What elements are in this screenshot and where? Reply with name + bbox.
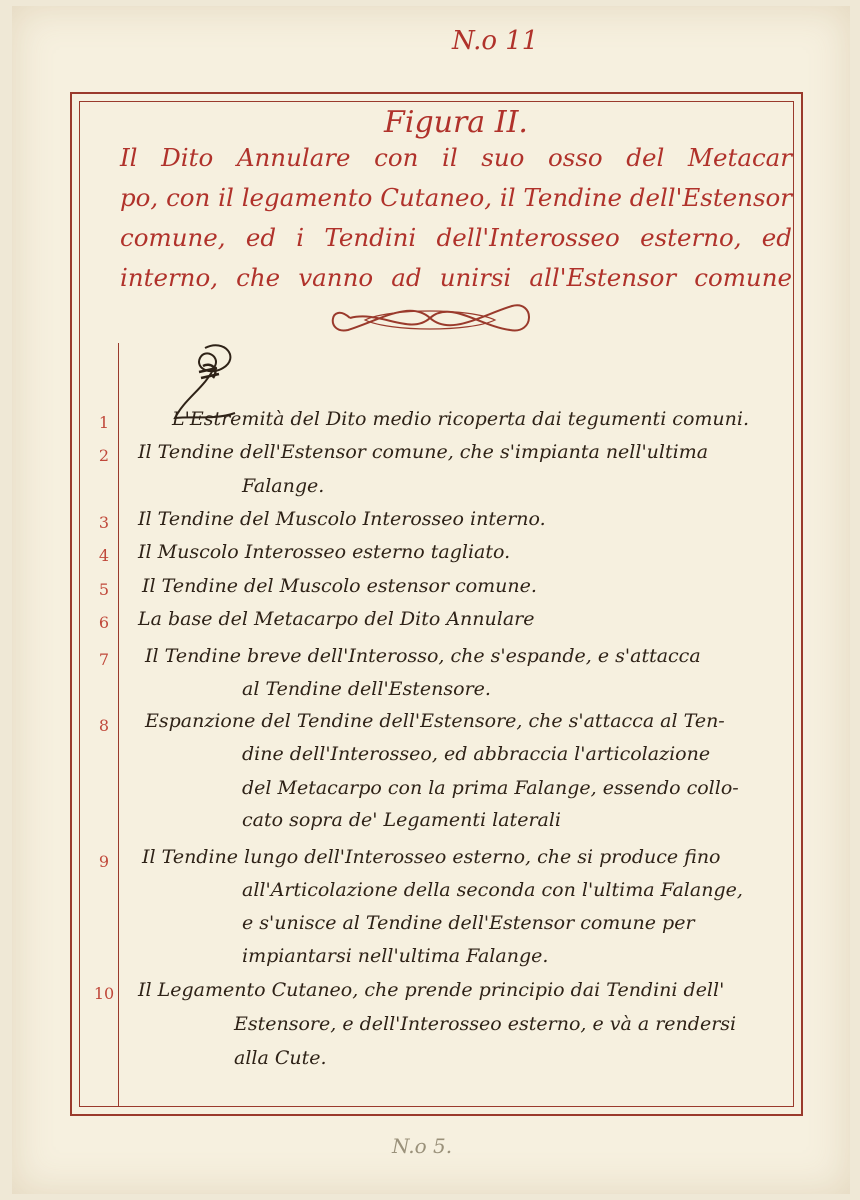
legend-number: 2 [98, 446, 110, 465]
legend-text: Espanzione del Tendine dell'Estensore, che s'attacca al Ten- [145, 710, 725, 732]
legend-text: cato sopra de' Legamenti laterali [242, 809, 562, 831]
flourish-ornament [320, 290, 540, 346]
legend-number: 4 [98, 546, 110, 565]
legend-text: alla Cute. [234, 1047, 327, 1069]
figure-title: Figura II. [384, 105, 528, 140]
caption-line: comune, ed i Tendini dell'Interosseo esterno, ed [120, 223, 792, 252]
legend-number: 6 [98, 613, 110, 632]
legend-text: impiantarsi nell'ultima Falange. [242, 945, 549, 967]
footer-number: N.o 5. [392, 1134, 453, 1158]
figure-caption [120, 138, 792, 298]
legend-text: Il Tendine dell'Estensor comune, che s'impianta nell'ultima [138, 441, 709, 463]
legend-text: Estensore, e dell'Interosseo esterno, e và a rendersi [234, 1013, 737, 1035]
caption-line: interno, che vanno ad unirsi all'Estensor comune [120, 263, 792, 292]
caption-line: po, con il legamento Cutaneo, il Tendine dell'Estensor [120, 183, 792, 212]
legend-text: Il Muscolo Interosseo esterno tagliato. [138, 541, 511, 563]
legend-text: Il Tendine del Muscolo Interosseo interno. [138, 508, 546, 530]
caption-line: Il Dito Annulare con il suo osso del Metacar [120, 143, 792, 172]
legend-text: L'Estremità del Dito medio ricoperta dai tegumenti comuni. [172, 408, 749, 430]
legend-text: La base del Metacarpo del Dito Annulare [138, 608, 535, 630]
legend-text: e s'unisce al Tendine dell'Estensor comune per [242, 912, 695, 934]
legend-number: 10 [93, 984, 115, 1003]
legend-text: Falange. [242, 475, 325, 497]
legend-number: 8 [98, 716, 110, 735]
legend-text: dine dell'Interosseo, ed abbraccia l'articolazione [242, 743, 711, 765]
legend-number: 3 [98, 513, 110, 532]
legend-text: al Tendine dell'Estensore. [242, 678, 491, 700]
legend-number: 9 [98, 852, 110, 871]
legend-text: Il Tendine breve dell'Interosso, che s'espande, e s'attacca [145, 645, 701, 667]
legend-number: 1 [98, 413, 110, 432]
legend-text: all'Articolazione della seconda con l'ultima Falange, [242, 879, 743, 901]
legend-text: Il Legamento Cutaneo, che prende principio dai Tendini dell' [138, 979, 725, 1001]
plate-number: N.o 11 [452, 26, 539, 56]
legend-text: del Metacarpo con la prima Falange, essendo collo- [242, 777, 739, 799]
legend-text: Il Tendine lungo dell'Interosseo esterno, che si produce fino [142, 846, 721, 868]
legend-number: 7 [98, 650, 110, 669]
legend-text: Il Tendine del Muscolo estensor comune. [142, 575, 537, 597]
legend-number: 5 [98, 580, 110, 599]
